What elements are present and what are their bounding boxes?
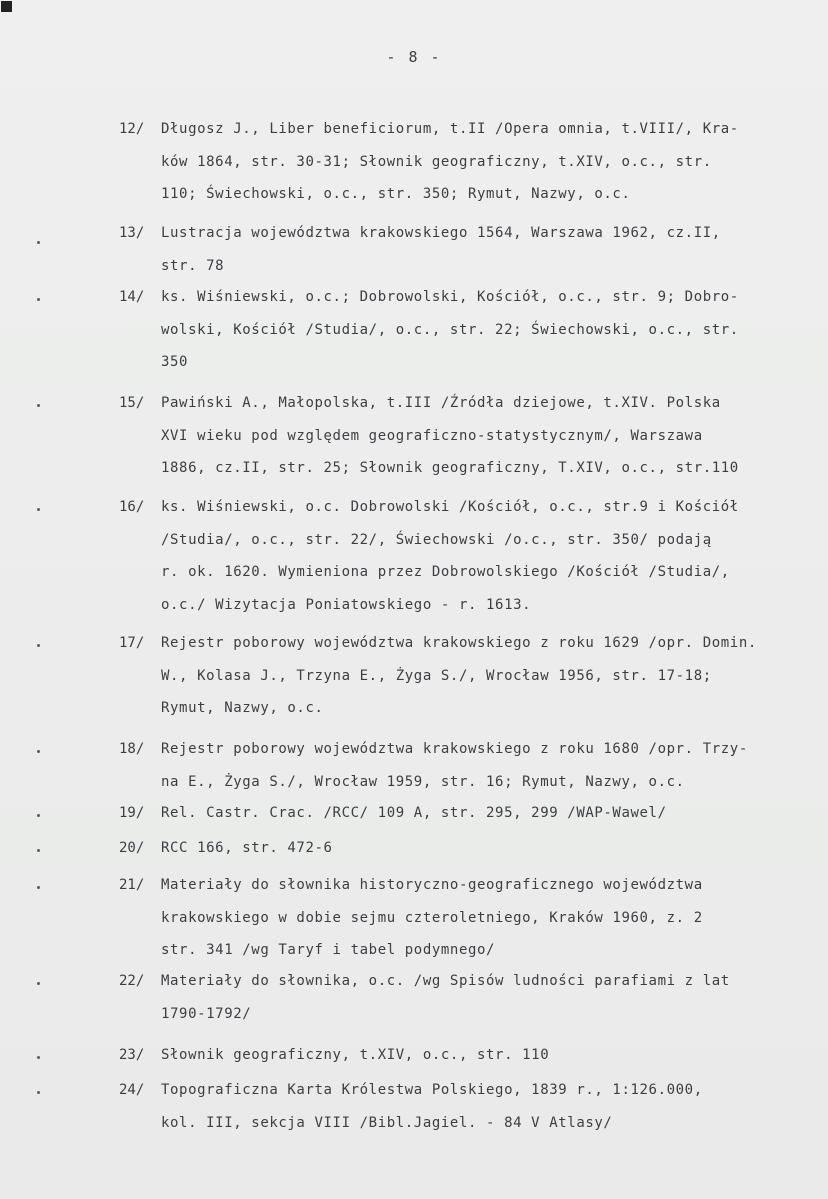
- footnote-line: 110; Świechowski, o.c., str. 350; Rymut, Nazwy, o.c.: [161, 186, 631, 203]
- footnote-line: Długosz J., Liber beneficiorum, t.II /Opera omnia, t.VIII/, Kra-: [161, 121, 739, 137]
- footnote-number: 23/: [119, 1047, 145, 1063]
- footnote-number: 21/: [119, 877, 145, 893]
- footnote-line: /Studia/, o.c., str. 22/, Świechowski /o.c., str. 350/ podają: [161, 531, 712, 548]
- margin-dot: [37, 298, 40, 301]
- footnote-line: krakowskiego w dobie sejmu czteroletniego, Kraków 1960, z. 2: [161, 909, 703, 926]
- scan-corner-mark: [1, 1, 12, 12]
- margin-dot: [37, 750, 40, 753]
- footnote-line: Rel. Castr. Crac. /RCC/ 109 A, str. 295, 299 /WAP-Wawel/: [161, 805, 667, 821]
- footnote-line: RCC 166, str. 472-6: [161, 840, 333, 856]
- footnote-line: r. ok. 1620. Wymieniona przez Dobrowolskiego /Kościół /Studia/,: [161, 564, 730, 581]
- margin-dot: [37, 886, 40, 889]
- footnote-number: 14/: [119, 289, 145, 305]
- footnote-line: W., Kolasa J., Trzyna E., Żyga S./, Wrocław 1956, str. 17-18;: [161, 667, 712, 684]
- footnote-line: Słownik geograficzny, t.XIV, o.c., str. 110: [161, 1047, 550, 1063]
- footnote-number: 15/: [119, 395, 145, 411]
- footnote-line: wolski, Kościół /Studia/, o.c., str. 22; Świechowski, o.c., str.: [161, 321, 739, 338]
- page-number: - 8 -: [386, 48, 442, 66]
- footnote-line: 1886, cz.II, str. 25; Słownik geograficzny, T.XIV, o.c., str.110: [161, 460, 739, 477]
- margin-dot: [37, 644, 40, 647]
- footnote-number: 16/: [119, 499, 145, 515]
- margin-dot: [37, 1056, 40, 1059]
- footnote-line: na E., Żyga S./, Wrocław 1959, str. 16; Rymut, Nazwy, o.c.: [161, 773, 685, 790]
- margin-dot: [37, 814, 40, 817]
- footnote-line: ks. Wiśniewski, o.c. Dobrowolski /Kościół, o.c., str.9 i Kościół: [161, 499, 739, 515]
- footnote-number: 24/: [119, 1082, 145, 1098]
- footnote-line: kol. III, sekcja VIII /Bibl.Jagiel. - 84 V Atlasy/: [161, 1114, 613, 1131]
- footnote-line: Rymut, Nazwy, o.c.: [161, 700, 324, 717]
- footnote-line: Rejestr poborowy województwa krakowskiego z roku 1629 /opr. Domin.: [161, 635, 757, 651]
- footnote-number: 17/: [119, 635, 145, 651]
- footnote-line: Rejestr poborowy województwa krakowskiego z roku 1680 /opr. Trzy-: [161, 741, 748, 757]
- footnote-line: o.c./ Wizytacja Poniatowskiego - r. 1613.: [161, 596, 532, 613]
- footnote-line: Materiały do słownika historyczno-geograficznego województwa: [161, 877, 703, 893]
- footnote-number: 12/: [119, 121, 145, 137]
- margin-dot: [37, 241, 40, 244]
- footnote-line: XVI wieku pod względem geograficzno-statystycznym/, Warszawa: [161, 427, 703, 444]
- footnote-number: 20/: [119, 840, 145, 856]
- margin-dot: [37, 982, 40, 985]
- footnote-line: str. 78: [161, 257, 225, 274]
- footnote-number: 18/: [119, 741, 145, 757]
- footnote-line: ks. Wiśniewski, o.c.; Dobrowolski, Kościół, o.c., str. 9; Dobro-: [161, 289, 739, 305]
- margin-dot: [37, 508, 40, 511]
- footnote-line: 1790-1792/: [161, 1005, 252, 1022]
- margin-dot: [37, 1091, 40, 1094]
- footnote-number: 19/: [119, 805, 145, 821]
- footnote-line: ków 1864, str. 30-31; Słownik geograficzny, t.XIV, o.c., str.: [161, 153, 712, 170]
- margin-dot: [37, 404, 40, 407]
- footnote-line: Topograficzna Karta Królestwa Polskiego, 1839 r., 1:126.000,: [161, 1082, 703, 1098]
- footnote-number: 22/: [119, 973, 145, 989]
- footnote-line: Materiały do słownika, o.c. /wg Spisów ludności parafiami z lat: [161, 973, 730, 989]
- margin-dot: [37, 849, 40, 852]
- footnote-line: 350: [161, 354, 189, 371]
- footnote-number: 13/: [119, 225, 145, 241]
- footnote-line: str. 341 /wg Taryf i tabel podymnego/: [161, 942, 496, 959]
- footnote-line: Lustracja województwa krakowskiego 1564, Warszawa 1962, cz.II,: [161, 225, 721, 241]
- footnote-line: Pawiński A., Małopolska, t.III /Źródła dziejowe, t.XIV. Polska: [161, 395, 721, 411]
